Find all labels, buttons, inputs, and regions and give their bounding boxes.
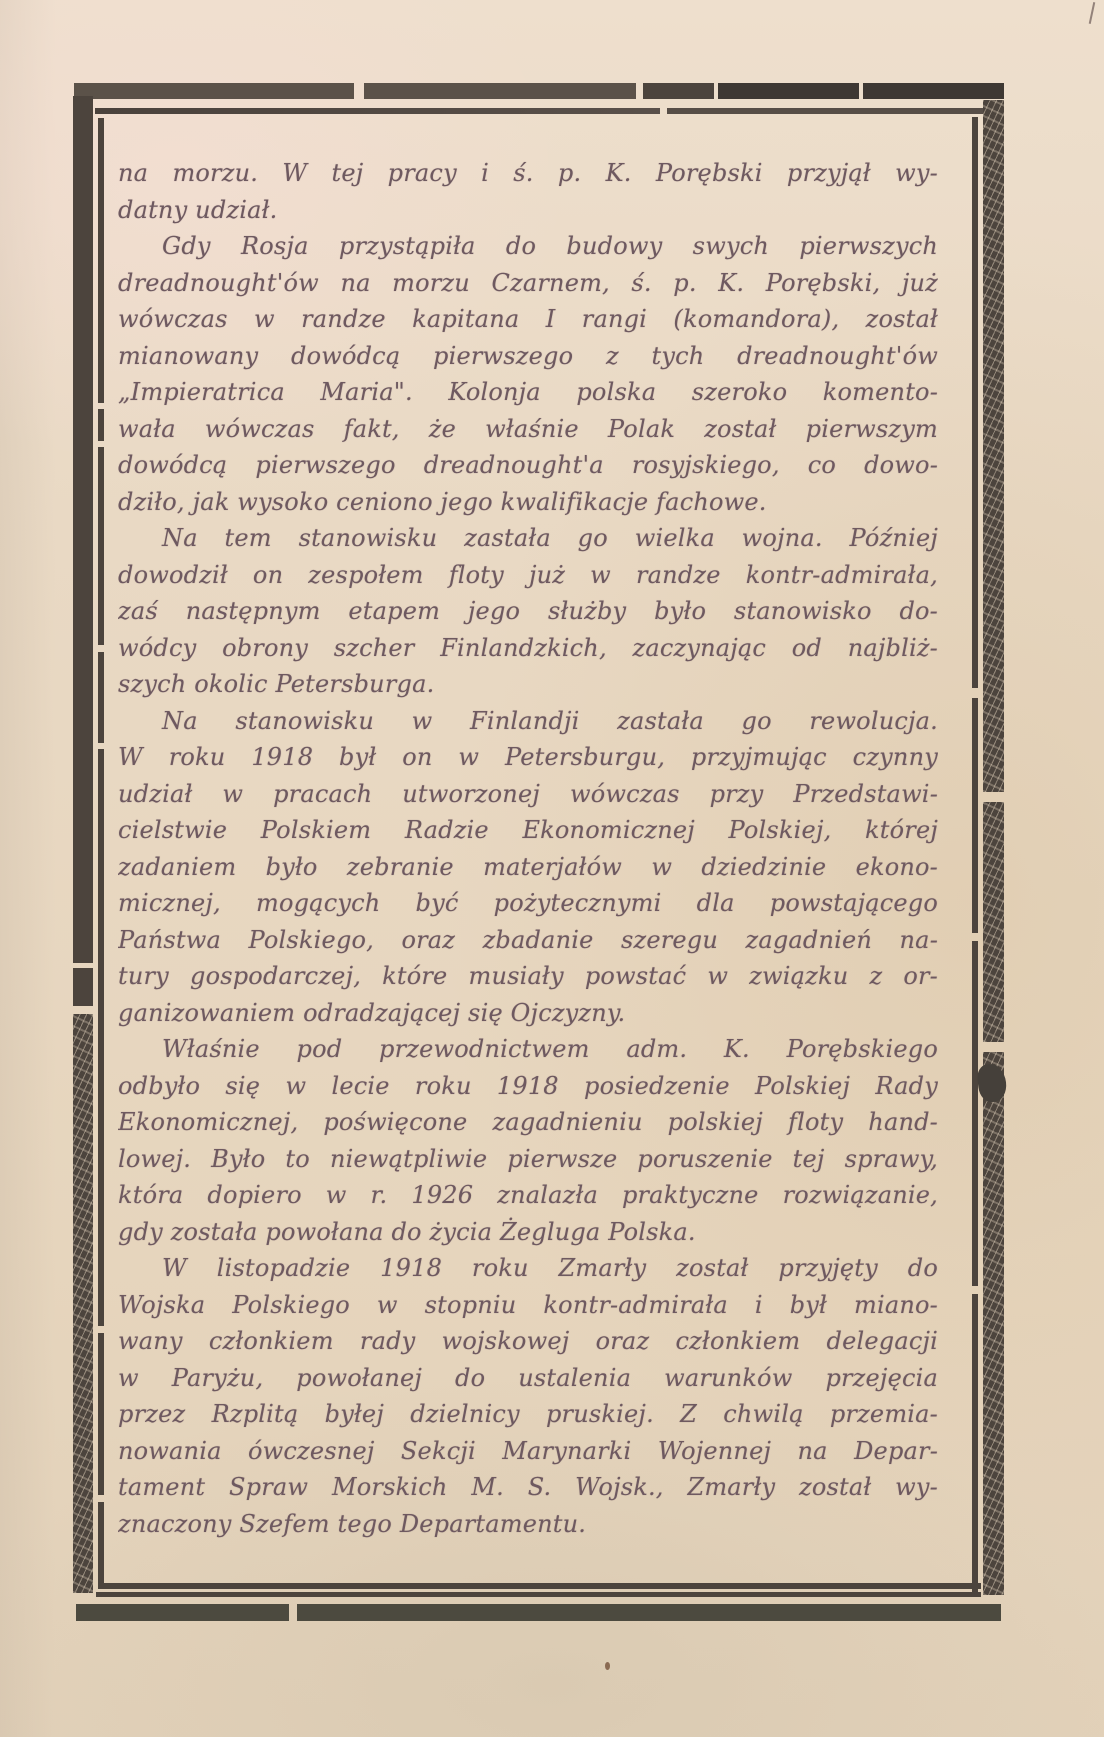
text-line: Na tem stanowisku zastała go wielka wojna. Później <box>162 524 938 552</box>
top-rule-thin <box>667 108 986 114</box>
text-line: W listopadzie 1918 roku Zmarły został przyjęty do <box>162 1254 938 1282</box>
frame-left-outer-rule <box>73 96 93 963</box>
text-line: micznej, mogących być pożytecznymi dla powstającego <box>118 889 938 917</box>
text-line: „Impieratrica Maria". Kolonja polska szeroko komento- <box>118 378 938 406</box>
paragraph <box>118 1250 938 1542</box>
text-line: wówczas w randze kapitana I rangi (komandora), został <box>118 305 938 333</box>
text-line: Ekonomicznej, poświęcone zagadnieniu polskiej floty hand- <box>118 1108 938 1136</box>
frame-right-outer-rule <box>983 100 1004 792</box>
frame-left-inner-rule <box>98 409 104 441</box>
text-line: odbyło się w lecie roku 1918 posiedzenie Polskiej Rady <box>118 1071 938 1100</box>
paragraph <box>118 703 938 1032</box>
text-line: wódcy obrony szcher Finlandzkich, zaczynając od najbliż- <box>118 633 938 662</box>
frame-left-inner-rule <box>98 1502 104 1589</box>
frame-right-outer-rule <box>983 1052 1004 1595</box>
text-line: znaczony Szefem tego Departamentu. <box>118 1509 587 1538</box>
text-line: Na stanowisku w Finlandji zastała go rewolucja. <box>162 706 938 735</box>
corner-scratch <box>1089 2 1096 24</box>
frame-left-inner-rule <box>98 652 104 743</box>
frame-right-outer-rule <box>983 802 1004 1042</box>
text-line: Właśnie pod przewodnictwem adm. K. Porębskiego <box>162 1035 938 1063</box>
paragraph <box>118 1031 938 1250</box>
text-line: udział w pracach utworzonej wówczas przy Przedstawi- <box>118 779 938 808</box>
text-line: Wojska Polskiego w stopniu kontr-admirała i był miano- <box>118 1290 938 1319</box>
text-line: nowania ówczesnej Sekcji Marynarki Wojennej na Depar- <box>118 1436 938 1465</box>
frame-left-inner-rule <box>98 118 104 403</box>
top-rule-heavy-segment <box>643 83 714 99</box>
text-line: gdy została powołana do życia Żegluga Polska. <box>118 1217 696 1246</box>
text-line: cielstwie Polskiem Radzie Ekonomicznej Polskiej, której <box>118 816 938 844</box>
text-line: w Paryżu, powołanej do ustalenia warunków przejęcia <box>118 1363 938 1392</box>
text-line: dziło, jak wysoko ceniono jego kwalifikacje fachowe. <box>118 487 767 516</box>
frame-left-outer-rule <box>73 1014 93 1593</box>
frame-right-inner-rule <box>972 1294 978 1595</box>
text-line: na morzu. W tej pracy i ś. p. K. Porębski przyjął wy- <box>118 159 938 187</box>
text-line: dowódcą pierwszego dreadnought'a rosyjskiego, co dowo- <box>118 451 938 479</box>
paper-speck <box>605 1662 610 1670</box>
frame-left-inner-rule <box>98 447 104 645</box>
text-line: lowej. Było to niewątpliwie pierwsze poruszenie tej sprawy, <box>118 1144 938 1173</box>
frame-left-inner-rule <box>98 1333 104 1495</box>
text-line: Gdy Rosja przystąpiła do budowy swych pierwszych <box>162 232 938 260</box>
frame-right-inner-rule <box>972 117 978 688</box>
frame-bottom-inner-rule <box>104 1583 981 1589</box>
paragraph <box>118 520 938 703</box>
text-line: ganizowaniem odradzającej się Ojczyzny. <box>118 998 626 1027</box>
frame-right-inner-rule <box>972 698 978 933</box>
text-line: szych okolic Petersburga. <box>118 670 435 698</box>
text-line: dowodził on zespołem floty już w randze kontr-admirała, <box>118 560 938 589</box>
text-line: mianowany dowódcą pierwszego z tych dreadnought'ów <box>118 341 938 370</box>
bottom-rule-heavy-segment <box>76 1604 289 1621</box>
text-line: Państwa Polskiego, oraz zbadanie szeregu zagadnień na- <box>118 925 938 954</box>
text-line: datny udział. <box>118 195 278 224</box>
frame-bottom-inner-rule <box>96 1592 981 1597</box>
paragraph <box>118 155 938 228</box>
text-line: przez Rzplitą byłej dzielnicy pruskiej. Z chwilą przemia- <box>118 1400 938 1428</box>
top-rule-heavy-segment <box>74 83 354 99</box>
text-line: zadaniem było zebranie materjałów w dziedzinie ekono- <box>118 852 938 881</box>
frame-left-inner-rule <box>98 749 104 1326</box>
text-line: zaś następnym etapem jego służby było stanowisko do- <box>118 597 938 625</box>
paragraph <box>118 228 938 520</box>
text-line: tament Spraw Morskich M. S. Wojsk., Zmarły został wy- <box>118 1473 938 1501</box>
text-line: wała wówczas fakt, że właśnie Polak został pierwszym <box>118 414 938 443</box>
page-text <box>118 155 938 1542</box>
top-rule-heavy-segment <box>364 83 636 99</box>
frame-left-outer-rule <box>73 968 93 1006</box>
text-line: W roku 1918 był on w Petersburgu, przyjmując czynny <box>118 743 938 771</box>
text-line: tury gospodarczej, które musiały powstać w związku z or- <box>118 962 938 990</box>
bottom-rule-heavy-segment <box>297 1604 1001 1621</box>
top-rule-heavy-segment <box>863 83 1004 99</box>
top-rule-thin <box>95 108 660 114</box>
text-line: wany członkiem rady wojskowej oraz członkiem delegacji <box>118 1327 938 1355</box>
frame-right-inner-rule <box>972 941 978 1286</box>
text-line: która dopiero w r. 1926 znalazła praktyczne rozwiązanie, <box>118 1181 938 1209</box>
top-rule-heavy-segment <box>718 83 859 99</box>
text-line: dreadnought'ów na morzu Czarnem, ś. p. K. Porębski, już <box>118 268 938 297</box>
